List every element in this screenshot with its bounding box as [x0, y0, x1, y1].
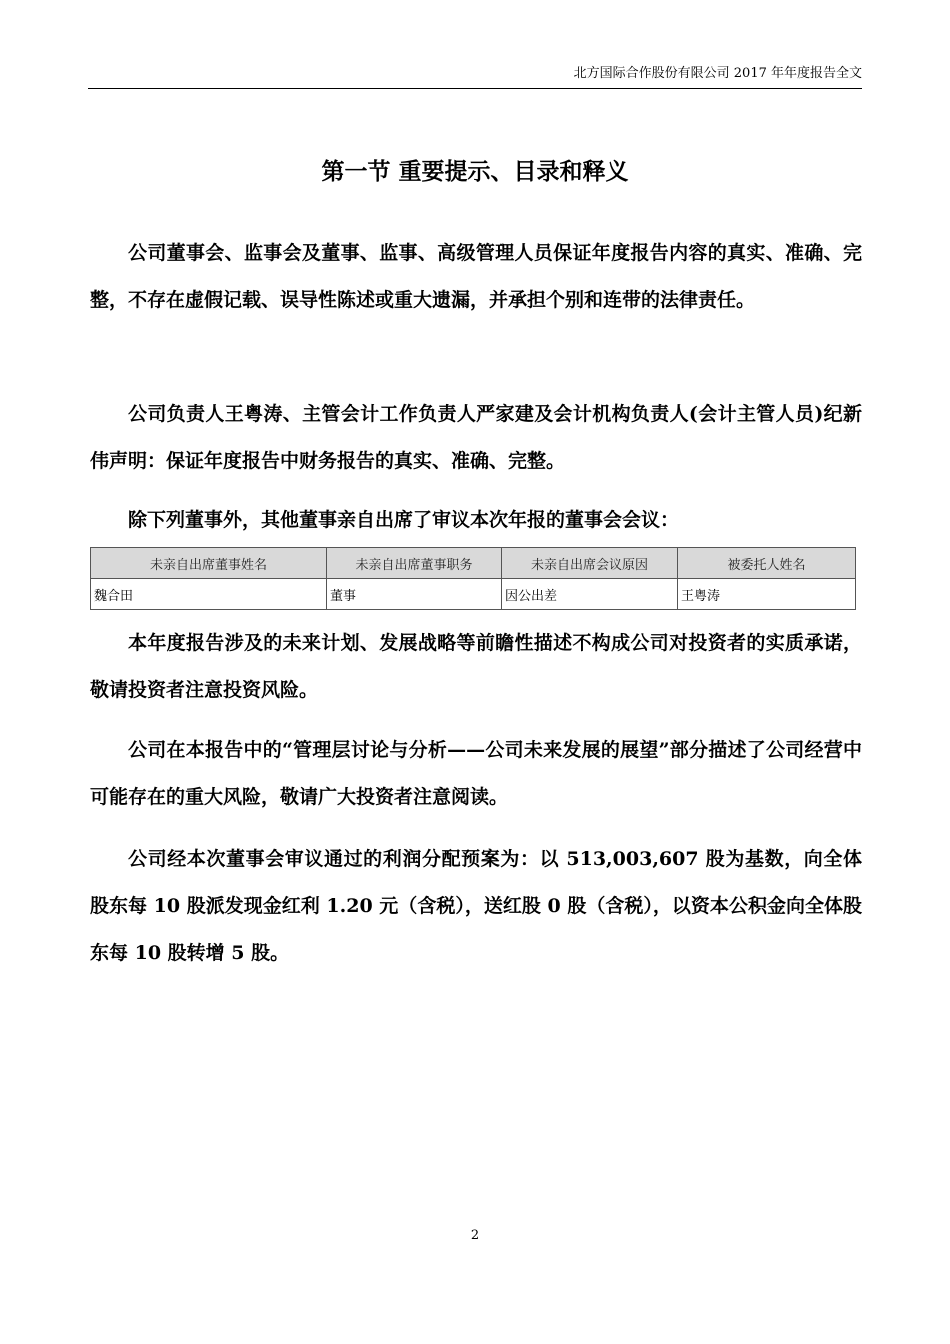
risk-notice-paragraph: 公司在本报告中的“管理层讨论与分析——公司未来发展的展望”部分描述了公司经营中可能存在的重大风险，敬请广大投资者注意阅读。: [90, 739, 862, 808]
forward-looking-disclaimer: 本年度报告涉及的未来计划、发展战略等前瞻性描述不构成公司对投资者的实质承诺，敬请投资者注意投资风险。: [90, 632, 862, 701]
report-title: 北方国际合作股份有限公司 2017 年年度报告全文: [573, 66, 862, 81]
table-cell: 王粤涛: [678, 579, 856, 610]
section-title: 第一节 重要提示、目录和释义: [321, 158, 629, 185]
board-assurance-paragraph: 公司董事会、监事会及董事、监事、高级管理人员保证年度报告内容的真实、准确、完整，不存在虚假记载、误导性陈述或重大遗漏，并承担个别和连带的法律责任。: [90, 242, 862, 311]
column-header: 未亲自出席会议原因: [502, 548, 678, 579]
profit-distribution-paragraph: 公司经本次董事会审议通过的利润分配预案为：以 513,003,607 股为基数，向全体股东每 10 股派发现金红利 1.20 元（含税），送红股 0 股（含税），以资本公积金向全体股东每 10 股转增 5 股。: [90, 848, 862, 964]
table-cell: 魏合田: [91, 579, 327, 610]
absent-directors-intro: 除下列董事外，其他董事亲自出席了审议本次年报的董事会会议：: [128, 509, 680, 531]
table-cell: 董事: [327, 579, 502, 610]
column-header: 被委托人姓名: [678, 548, 856, 579]
absent-directors-table: [90, 547, 856, 610]
table-header-row: [91, 548, 856, 579]
column-header: 未亲自出席董事职务: [327, 548, 502, 579]
table-cell: 因公出差: [502, 579, 678, 610]
responsible-persons-statement: 公司负责人王粤涛、主管会计工作负责人严家建及会计机构负责人(会计主管人员)纪新伟声明：保证年度报告中财务报告的真实、准确、完整。: [90, 403, 862, 472]
table-row: [91, 579, 856, 610]
page-header: [88, 66, 862, 89]
page-number: 2: [470, 1228, 480, 1243]
column-header: 未亲自出席董事姓名: [91, 548, 327, 579]
